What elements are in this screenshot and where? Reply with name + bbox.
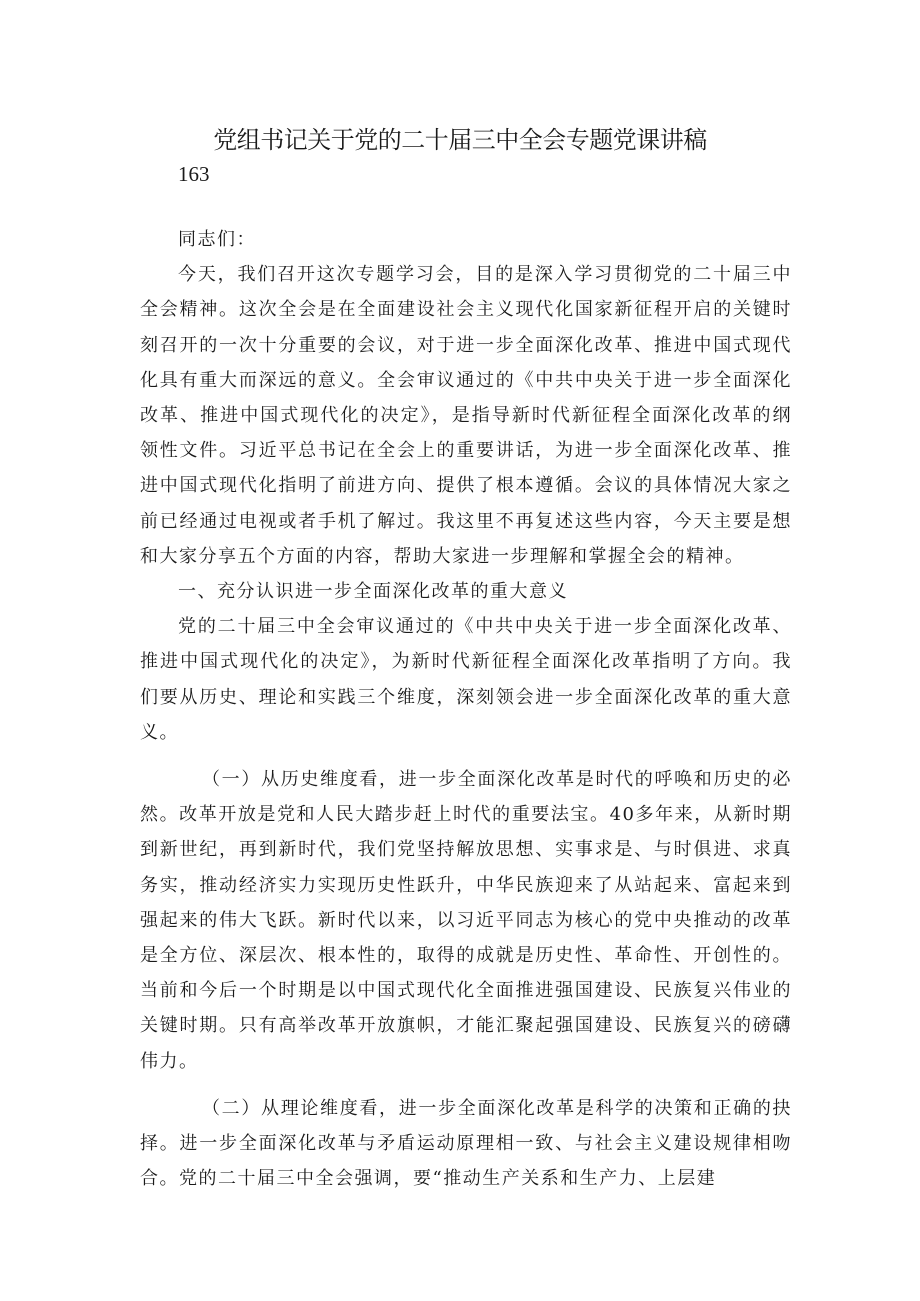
- document-body: [140, 222, 792, 1196]
- section-heading-1: 一、充分认识进一步全面深化改革的重大意义: [178, 581, 568, 603]
- paragraph-theory-dimension: （二）从理论维度看，进一步全面深化改革是科学的决策和正确的抉择。进一步全面深化改革与矛盾运动原理相一致、与社会主义建设规律相吻合。党的二十届三中全会强调，要“推动生产关系和生产力、上层建: [140, 1097, 792, 1190]
- document-number: 163: [178, 162, 210, 186]
- paragraph-history-dimension: （一）从历史维度看，进一步全面深化改革是时代的呼唤和历史的必然。改革开放是党和人民大踏步赶上时代的重要法宝。40多年来，从新时期到新世纪，再到新时代，我们党坚持解放思想、实事求是、与时俱进、求真务实，推动经济实力实现历史性跃升，中华民族迎来了从站起来、富起来到强起来的伟大飞跃。新时代以来，以习近平同志为核心的党中央推动的改革是全方位、深层次、根本性的，取得的成就是历史性、革命性、开创性的。当前和今后一个时期是以中国式现代化全面推进强国建设、民族复兴伟业的关键时期。只有高举改革开放旗帜，才能汇聚起强国建设、民族复兴的磅礴伟力。: [140, 769, 792, 1072]
- greeting: 同志们：: [178, 229, 256, 250]
- paragraph-intro: 今天，我们召开这次专题学习会，目的是深入学习贯彻党的二十届三中全会精神。这次全会是在全面建设社会主义现代化国家新征程开启的关键时刻召开的一次十分重要的会议，对于进一步全面深化改革、推进中国式现代化具有重大而深远的意义。全会审议通过的《中共中央关于进一步全面深化改革、推进中国式现代化的决定》，是指导新时代新征程全面深化改革的纲领性文件。习近平总书记在全会上的重要讲话，为进一步全面深化改革、推进中国式现代化指明了前进方向、提供了根本遵循。会议的具体情况大家之前已经通过电视或者手机了解过。我这里不再复述这些内容，今天主要是想和大家分享五个方面的内容，帮助大家进一步理解和掌握全会的精神。: [140, 264, 792, 567]
- paragraph-section-1: 党的二十届三中全会审议通过的《中共中央关于进一步全面深化改革、推进中国式现代化的决定》，为新时代新征程全面深化改革指明了方向。我们要从历史、理论和实践三个维度，深刻领会进一步全面深化改革的重大意义。: [140, 616, 792, 743]
- document-title: 党组书记关于党的二十届三中全会专题党课讲稿: [213, 126, 707, 154]
